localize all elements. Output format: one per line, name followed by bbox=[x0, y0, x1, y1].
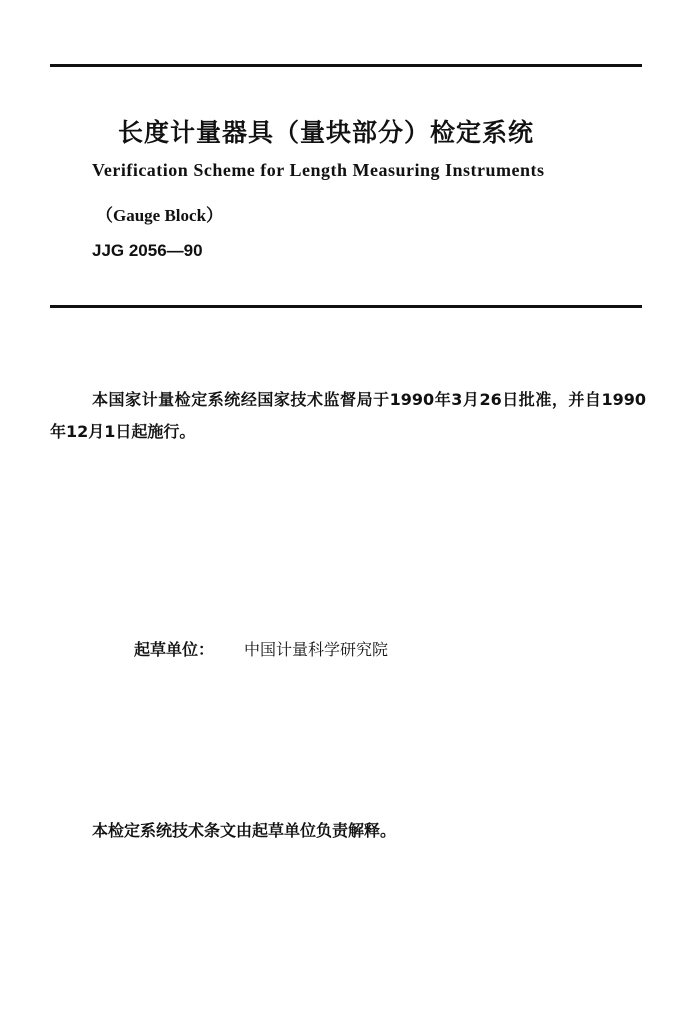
document-subtitle: （Gauge Block） bbox=[96, 206, 224, 225]
interpretation-note: 本检定系统技术条文由起草单位负责解释。 bbox=[92, 821, 397, 840]
document-code: JJG 2056—90 bbox=[92, 241, 203, 260]
drafting-unit-value: 中国计量科学研究院 bbox=[244, 640, 389, 659]
drafting-unit-label: 起草单位： bbox=[134, 640, 215, 659]
top-rule bbox=[50, 64, 642, 67]
drafting-unit-line bbox=[134, 637, 388, 660]
approval-paragraph: 本国家计量检定系统经国家技术监督局于1990年3月26日批准，并自1990年12月1日起施行。 bbox=[50, 390, 646, 441]
bottom-rule bbox=[50, 305, 642, 308]
document-title-english: Verification Scheme for Length Measuring Instruments bbox=[92, 160, 545, 180]
document-title-chinese: 长度计量器具（量块部分）检定系统 bbox=[118, 118, 535, 147]
